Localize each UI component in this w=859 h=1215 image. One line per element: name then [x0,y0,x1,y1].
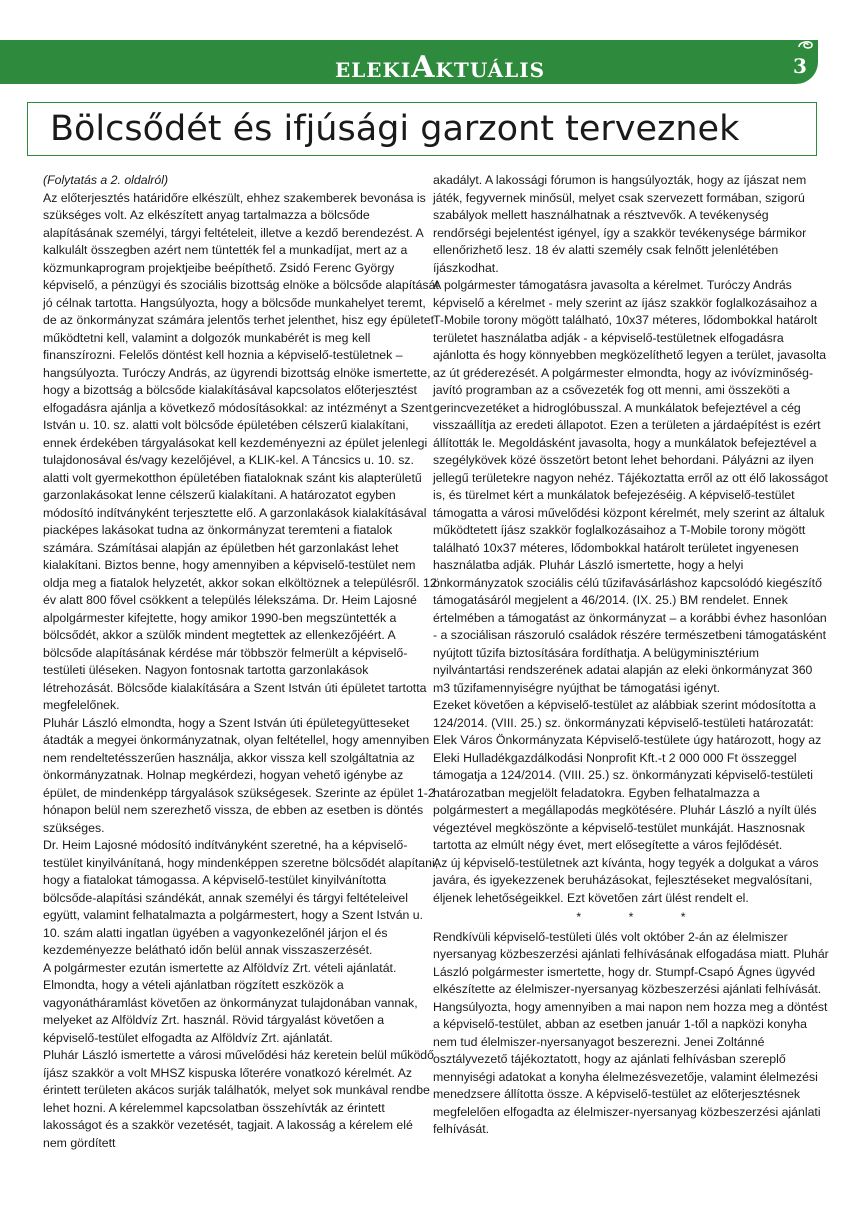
paragraph: A polgármester támogatásra javasolta a kérelmet. Turóczy András képviselő a kérelmet - mely szerint az íjász szakkör foglalkozásaihoz a T-Mobile torony mögött található, 10x37 méteres, lődombokkal határolt területet használatba adják - a képviselő-testületnek elfogadásra ajánlotta és hogy könnyebben megközelíthető legyen a terület, javasolta az út gréderezését. A polgármester elmondta, hogy az ivóvízminőség-javító programban az a csővezeték fog ott menni, ami összeköti a gerincvezetéket a hidroglóbusszal. A munkálatok befejeztével a cég visszaállítja az eredeti állapotot. Ezen a területen a járdaépítést is ezért állították le. Megoldásként javasolta, hogy a munkálatok befejeztével a szegélykövek közé összetört betont lehet behordani. Pályázni az ilyen jellegű területekre nagyon nehéz. Tájékoztatta erről az ott élő lakosságot is, és türelmet kért a munkálatok befejezéséig. A képviselő-testület támogatta a városi művelődési központ kérelmét, mely szerint az általuk működtetett íjász szakkör foglalkozásaihoz a T-Mobile torony mögött található 10x37 méteres, lődombokkal határolt területet ingyenesen használatba adják. Pluhár László ismertette, hogy a helyi önkormányzatok szociális célú tűzifavásárláshoz kapcsolódó kiegészítő támogatásáról megjelent a 46/2014. (IX. 25.) BM rendelet. Ennek értelmében a támogatást az önkormányzat – a korábbi évhez hasonlóan - a szociálisan rászoruló családok részére természetbeni támogatásként nyújtott tűzifa biztosítására fordíthatja. A belügyminisztérium nyilvántartási rendszerének adatai alapján az eleki önkormányzat 360 m3 tűzifamennyiségre nyújthat be támogatási igényt. [433,278,828,695]
paragraph: A polgármester ezután ismertette az Alföldvíz Zrt. vételi ajánlatát. Elmondta, hogy a vételi ajánlatban rögzített eszközök a vagyonátháramlást követően az önkormányzat tulajdonában vannak, melyeket az Alföldvíz Zrt. használ. Rövid tárgyalást követően a képviselő-testület elfogadta az Alföldvíz Zrt. ajánlatát. [43,960,418,1045]
paragraph: Az előterjesztés határidőre elkészült, ehhez szakemberek bevonása is szükséges volt. Az elkészített anyag tartalmazza a bölcsőde alapításának személyi, tárgyi feltételeit, illetve a kezdő berendezést. A kalkulált összegben azért nem tüntették fel a munkadíjat, mert az a közmunkaprogram projektjeibe beépíthető. Zsidó Ferenc György képviselő, a pénzügyi és szociális bizottság elnöke a bölcsőde alapítását jó célnak tartotta. Hangsúlyozta, hogy a bölcsőde munkahelyet teremt, de az önkormányzat számára jelentős terhet jelenthet, hisz egy épületet működtetni kell, valamint a dolgozók munkabérét is meg kell finanszírozni. Felelős döntést kell hoznia a képviselő-testületnek – hangsúlyozta. Turóczy András, az ügyrendi bizottság elnöke ismertette, hogy a bizottság a bölcsőde kialakításával kapcsolatos előterjesztést elfogadásra ajánlja a következő módosításokkal: az intézményt a Szent István u. 10. sz. alatti volt bölcsőde épületében célszerű kialakítani, ennek érdekében tárgyalásokat kell kezdeményezni az épület jelenlegi tulajdonosával és/vagy kezelőjével, a KLIK-kel. A Táncsics u. 10. sz. alatti volt gyermekotthon épületében fiataloknak szánt kis alapterületű garzonlakásokat lenne célszerű kialakítani. A határozatot egyben módosító indítványként terjesztette elő. A garzonlakások kialakításával piacképes lakásokat tudna az önkormányzat teremteni a fiatalok számára. Számításai alapján az épületben hét garzonlakást lehet kialakítani. Biztos benne, hogy amennyiben a képviselő-testület nem oldja meg a fiatalok helyzetét, akkor sokan elköltöznek a településről. 12 év alatt 800 fővel csökkent a település lélekszáma. Dr. Heim Lajosné alpolgármester kifejtette, hogy amikor 1990-ben megszüntették a bölcsődét, akkor a szülők mindent megtettek az ellenkezőjéért. A bölcsőde alapításának kérdése már többször felmerült a képviselő-testületi üléseken. Nagyon fontosnak tartotta garzonlakások létrehozását. Bölcsőde kialakítására a Szent István úti épületet tartotta megfelelőnek. [43,190,439,712]
paragraph: Dr. Heim Lajosné módosító indítványként szeretné, ha a képviselő-testület kinyilvánítaná, hogy mindenképpen szeretne bölcsődét alapítani, hogy a fiatalokat támogassa. A képviselő-testület kinyilvánította bölcsőde-alapítási szándékát, annak személyi és tárgyi feltételeivel együtt, valamint felhatalmazta a polgármestert, hogy a Szent István u. 10. szám alatti ingatlan ügyében a vagyonkezelőnél járjon el és kezdeményezze belátható időn belül annak visszaszerzését. [43,838,439,957]
brand-part-aktualis: KTUÁLIS [435,58,546,82]
continuation-note: (Folytatás a 2. oldalról) [43,173,169,187]
swirl-ornament-icon [796,38,816,52]
brand-part-eleki: ELEKI [334,58,412,82]
brand-initial: A [411,50,436,85]
paragraph: Rendkívüli képviselő-testületi ülés volt október 2-án az élelmiszer nyersanyag közbeszerzési ajánlati felhívásának elfogadása miatt. Pluhár László polgármester ismertette, hogy dr. Stumpf-Csapó Ágnes ügyvéd elkészítette az élelmiszer-nyersanyag közbeszerzési ajánlati felhívását. Hangsúlyozta, hogy amennyiben a mai napon nem hozza meg a döntést a képviselő-testület, abban az esetben január 1-től a napközi konyha nem tud élelmiszer-nyersanyagot beszerezni. Jenei Zoltánné osztályvezető tájékoztatott, hogy az ajánlati felhívásban szereplő mennyiségi adatokat a konyha élelmezésvezetője, valamint élelmezési menedzsere állította össze. A képviselő-testület az előterjesztésnek megfelelően elfogadta az élelmiszer-nyersanyag közbeszerzési ajánlati felhívását. [433,929,829,1136]
section-separator: * * * [576,910,708,924]
paragraph: akadályt. A lakossági fórumon is hangsúlyozták, hogy az íjászat nem játék, fegyvernek minősül, melyet csak szervezett formában, szigorú szabályok mellett használhatnak a résztvevők. A tevékenység rendőrségi bejelentést igényel, így a szakkör tevékenysége bármikor ellenőrizhető lesz. 18 év alatti személy csak felnőtt jelenlétében íjászkodhat. [433,173,807,275]
publication-name [290,50,590,85]
paragraph: Ezeket követően a képviselő-testület az alábbiak szerint módosította a 124/2014. (VIII. 25.) sz. önkormányzati képviselő-testületi határozatát: Elek Város Önkormányzata Képviselő-testülete úgy határozott, hogy az Eleki Hulladékgazdálkodási Nonprofit Kft.-t 2 000 000 Ft összeggel támogatja a 124/2014. (VIII. 25.) sz. önkormányzati képviselő-testületi határozatban megjelölt feladatokra. Egyben felhatalmazza a polgármestert a megállapodás megkötésére. Pluhár László a nyílt ülés végeztével megköszönte a képviselő-testület munkáját. Hasznosnak tartotta az elmúlt négy évet, mert elősegítette a város fejlődését. [433,698,822,852]
paragraph: Az új képviselő-testületnek azt kívánta, hogy tegyék a dolgukat a város javára, és igyekezzenek beruházásokat, fejlesztéseket megvalósítani, éljenek lehetőségeikkel. Ezt követően zárt ülést rendelt el. [433,855,819,905]
page-number: 3 [793,54,807,78]
article-column-left [43,172,439,1152]
paragraph: Pluhár László ismertette a városi művelődési ház keretein belül működő íjász szakkör a volt MHSZ kispuska lőterére vonatkozó kérelmét. Az érintett területen akácos surják találhatók, melyet sok munkával rendbe lehet hozni. A kérelemmel kapcsolatban összehívták az érintett lakosságot és a szakkör vezetését, tagjait. A lakosság a kérelem elé nem gördített [43,1048,434,1150]
article-column-right [433,172,829,1139]
article-title: Bölcsődét és ifjúsági garzont terveznek [50,109,740,149]
paragraph: Pluhár László elmondta, hogy a Szent István úti épületegyütteseket átadták a megyei önkormányzatnak, olyan feltétellel, hogy amennyiben nem rendeltetésszerűen használja, akkor vissza kell szolgáltatnia az önkormányzatnak. Holnap megkérdezi, hogyan vehető igénybe az épület, de mindenképp tárgyalások szükségesek. Szerinte az épület 1-2 hónapon belül nem szerezhető vissza, de ebben az esetben is döntés szükséges. [43,715,435,835]
